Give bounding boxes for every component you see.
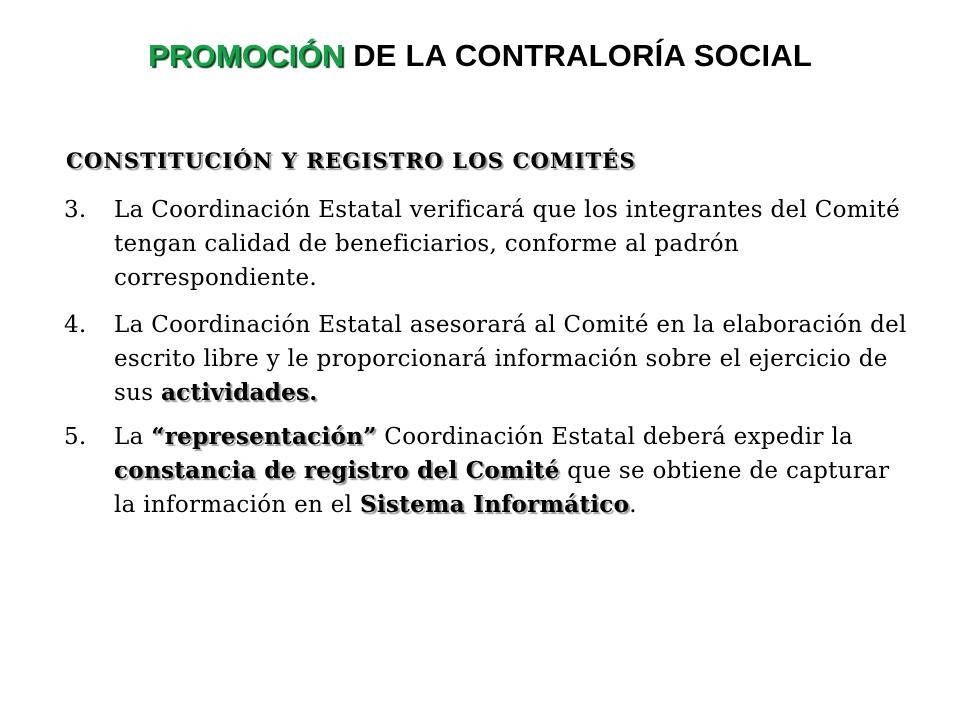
- item-body: [114, 420, 914, 522]
- item-bold-text: actividades.: [160, 379, 318, 406]
- item-text: La Coordinación Estatal asesorará al Comité en la elaboración del escrito libre y le proporcionará información sobre el ejercicio de sus: [114, 312, 907, 406]
- item-text: La Coordinación Estatal verificará que los integrantes del Comité tengan calidad de beneficiarios, conforme al padrón correspondiente.: [114, 197, 900, 291]
- item-text: que se obtiene de capturar la información en el: [114, 458, 890, 518]
- list-item-5: [64, 420, 914, 522]
- item-bold-constancia: constancia de registro del Comité: [114, 457, 560, 484]
- item-text: .: [629, 492, 637, 518]
- slide-title: [0, 38, 960, 74]
- item-text: Coordinación Estatal deberá expedir la: [376, 424, 854, 450]
- item-number: 5.: [64, 424, 87, 450]
- section-heading: CONSTITUCIÓN Y REGISTRO LOS COMITÉS: [66, 148, 636, 173]
- item-bold-sistema: Sistema Informático: [359, 491, 630, 518]
- title-rest: DE LA CONTRALORÍA SOCIAL: [353, 38, 813, 73]
- item-number: 4.: [64, 312, 87, 338]
- list-item-4: [64, 308, 914, 410]
- title-accent: PROMOCIÓN: [147, 38, 345, 73]
- item-body: [114, 308, 914, 410]
- list-item-3: [64, 193, 914, 295]
- item-bold-representacion: “representación”: [151, 423, 377, 450]
- item-number: 3.: [64, 197, 87, 223]
- item-text: La: [114, 424, 152, 450]
